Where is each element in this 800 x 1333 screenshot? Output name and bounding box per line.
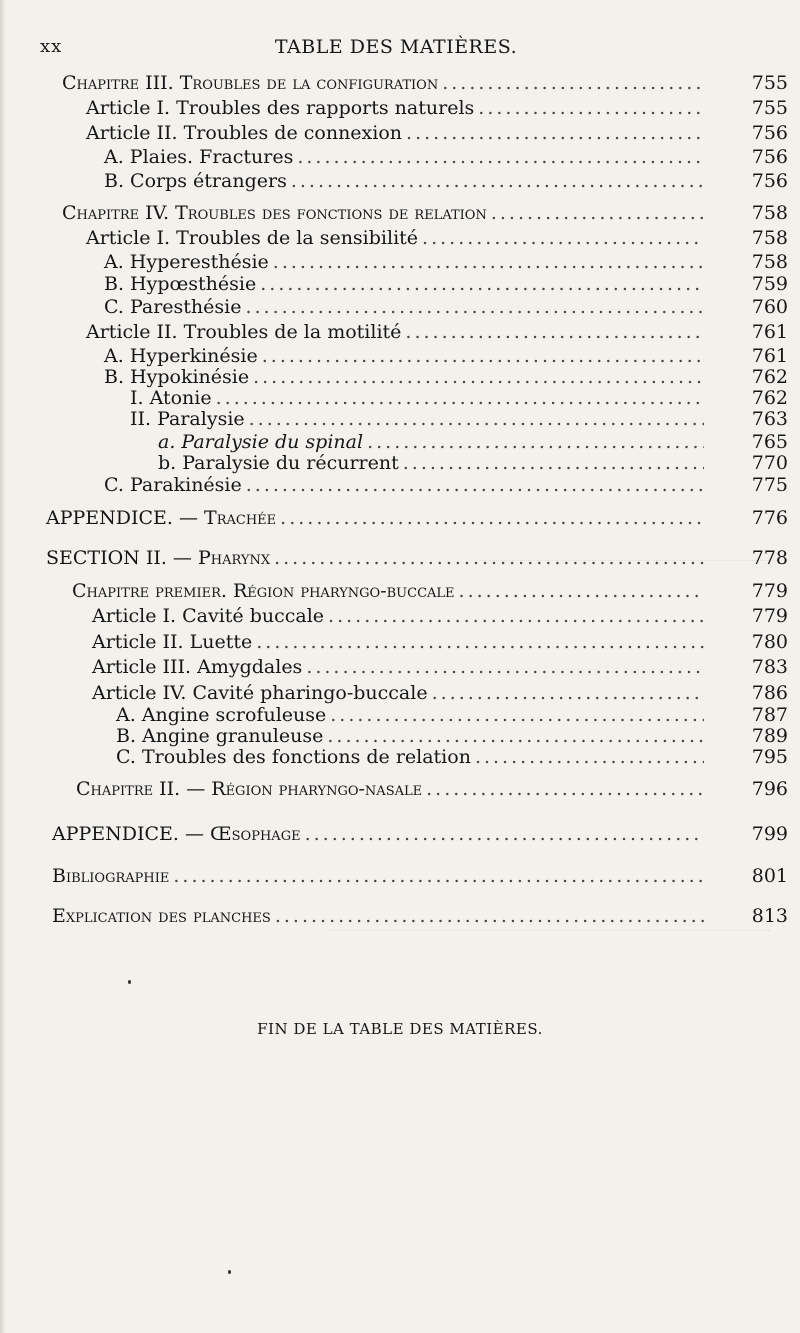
toc-label: Article IV. Cavité pharingo-buccale	[92, 682, 428, 704]
dot-leader	[459, 580, 704, 602]
toc-page-number: 765	[751, 431, 788, 453]
dot-leader	[432, 682, 704, 704]
dot-leader	[328, 605, 704, 627]
toc-label: A. Plaies. Fractures	[104, 146, 294, 168]
dot-leader	[297, 146, 704, 168]
toc-page-number: 813	[751, 905, 788, 927]
toc-entry-item[interactable]	[130, 408, 788, 430]
page-edge-shadow	[0, 0, 6, 1333]
toc-label: Chapitre III. Troubles de la configuration	[62, 72, 439, 94]
toc-page-number: 786	[751, 682, 788, 704]
toc-label: B. Angine granuleuse	[116, 725, 324, 747]
toc-label: Bibliographie	[52, 865, 170, 887]
dot-leader	[291, 170, 704, 192]
dot-leader	[305, 823, 704, 845]
toc-page-number: 789	[751, 725, 788, 747]
toc-entry-article[interactable]	[86, 321, 788, 343]
toc-entry-plates[interactable]	[52, 905, 788, 927]
toc-entry-subitem[interactable]	[158, 431, 788, 453]
toc-page-number: 775	[751, 474, 788, 496]
toc-page-number: 761	[751, 321, 788, 343]
toc-page-number: 779	[751, 605, 788, 627]
dot-leader	[256, 631, 704, 653]
toc-entry-article[interactable]	[92, 605, 788, 627]
dot-leader	[260, 273, 704, 295]
toc-page-number: 756	[751, 146, 788, 168]
toc-entry-article[interactable]	[92, 682, 788, 704]
dot-leader	[475, 746, 704, 768]
toc-label: Chapitre premier. Région pharyngo-buccale	[72, 580, 455, 602]
dot-leader	[274, 547, 704, 569]
bleed-through-block	[330, 930, 770, 932]
toc-label: SECTION II. — Pharynx	[46, 547, 271, 569]
toc-entry-article[interactable]	[86, 97, 788, 119]
running-title: TABLE DES MATIÈRES.	[274, 36, 518, 58]
toc-label: A. Angine scrofuleuse	[116, 704, 327, 726]
toc-page-number: 756	[751, 170, 788, 192]
toc-page-number: 779	[751, 580, 788, 602]
toc-page-number: 770	[751, 452, 788, 474]
end-of-table-notice: FIN DE LA TABLE DES MATIÈRES.	[257, 1020, 543, 1038]
dot-leader	[216, 387, 704, 409]
toc-page-number: 776	[751, 507, 788, 529]
toc-entry-subsection[interactable]	[104, 146, 788, 168]
dot-leader	[253, 366, 704, 388]
toc-label: a. Paralysie du spinal	[158, 431, 364, 453]
dot-leader	[367, 431, 704, 453]
toc-label: B. Corps étrangers	[104, 170, 287, 192]
toc-page-number: 755	[751, 97, 788, 119]
toc-entry-section[interactable]	[46, 547, 788, 569]
dot-leader	[245, 296, 704, 318]
toc-label: A. Hyperkinésie	[104, 345, 258, 367]
toc-entry-subitem[interactable]	[158, 452, 788, 474]
dot-leader	[275, 905, 704, 927]
toc-page-number: 780	[751, 631, 788, 653]
toc-entry-article[interactable]	[86, 227, 788, 249]
toc-entry-subsection[interactable]	[104, 474, 788, 496]
page-header	[40, 36, 752, 62]
toc-label: Explication des planches	[52, 905, 271, 927]
toc-page-number: 795	[751, 746, 788, 768]
dot-leader	[422, 227, 704, 249]
toc-label: Chapitre II. — Région pharyngo-nasale	[76, 778, 423, 800]
toc-entry-subsection[interactable]	[116, 704, 788, 726]
dot-leader	[478, 97, 704, 119]
toc-entry-subsection[interactable]	[104, 273, 788, 295]
toc-entry-article[interactable]	[92, 631, 788, 653]
toc-page-number: 778	[751, 547, 788, 569]
toc-label: C. Troubles des fonctions de relation	[116, 746, 471, 768]
toc-entry-subsection[interactable]	[116, 746, 788, 768]
toc-label: B. Hypœsthésie	[104, 273, 257, 295]
toc-entry-chapter[interactable]	[72, 580, 788, 602]
ink-speck	[228, 1270, 231, 1274]
toc-page-number: 759	[751, 273, 788, 295]
toc-label: Article II. Troubles de connexion	[86, 122, 403, 144]
toc-entry-chapter[interactable]	[62, 202, 788, 224]
dot-leader	[405, 321, 704, 343]
dot-leader	[442, 72, 704, 94]
toc-label: APPENDICE. — Œsophage	[52, 823, 301, 845]
toc-page-number: 758	[751, 202, 788, 224]
dot-leader	[491, 202, 704, 224]
dot-leader	[273, 251, 704, 273]
toc-entry-subsection[interactable]	[104, 251, 788, 273]
toc-page-number: 796	[751, 778, 788, 800]
toc-label: A. Hyperesthésie	[104, 251, 269, 273]
dot-leader	[246, 474, 704, 496]
dot-leader	[262, 345, 704, 367]
dot-leader	[327, 725, 704, 747]
dot-leader	[406, 122, 704, 144]
toc-label: II. Paralysie	[130, 408, 245, 430]
toc-label: C. Parakinésie	[104, 474, 242, 496]
toc-entry-appendix[interactable]	[52, 823, 788, 845]
dot-leader	[330, 704, 704, 726]
dot-leader	[173, 865, 704, 887]
toc-entry-subsection[interactable]	[104, 366, 788, 388]
toc-label: I. Atonie	[130, 387, 212, 409]
toc-label: B. Hypokinésie	[104, 366, 250, 388]
toc-page-number: 758	[751, 251, 788, 273]
toc-page-number: 762	[751, 366, 788, 388]
toc-label: Article I. Troubles des rapports naturels	[86, 97, 475, 119]
toc-label: Article I. Troubles de la sensibilité	[86, 227, 419, 249]
toc-label: C. Paresthésie	[104, 296, 242, 318]
toc-page-number: 801	[751, 865, 788, 887]
toc-label: Article II. Troubles de la motilité	[86, 321, 402, 343]
toc-label: Chapitre IV. Troubles des fonctions de relation	[62, 202, 487, 224]
toc-page-number: 799	[751, 823, 788, 845]
toc-entry-bibliography[interactable]	[52, 865, 788, 887]
toc-entry-article[interactable]	[86, 122, 788, 144]
toc-entry-item[interactable]	[130, 387, 788, 409]
toc-page-number: 787	[751, 704, 788, 726]
dot-leader	[403, 452, 704, 474]
toc-page-number: 755	[751, 72, 788, 94]
toc-entry-subsection[interactable]	[104, 345, 788, 367]
toc-page-number: 761	[751, 345, 788, 367]
toc-page-number: 760	[751, 296, 788, 318]
toc-label: APPENDICE. — Trachée	[46, 507, 277, 529]
toc-page-number: 762	[751, 387, 788, 409]
toc-entry-chapter[interactable]	[62, 72, 788, 94]
ink-speck	[128, 980, 131, 984]
toc-label: Article I. Cavité buccale	[92, 605, 325, 627]
toc-page-number: 758	[751, 227, 788, 249]
toc-page-number: 756	[751, 122, 788, 144]
dot-leader	[426, 778, 704, 800]
toc-entry-chapter[interactable]	[76, 778, 788, 800]
toc-page-number: 763	[751, 408, 788, 430]
toc-entry-subsection[interactable]	[116, 725, 788, 747]
dot-leader	[306, 656, 704, 678]
dot-leader	[249, 408, 704, 430]
toc-entry-appendix[interactable]	[46, 507, 788, 529]
toc-entry-subsection[interactable]	[104, 296, 788, 318]
page-number: xx	[40, 36, 63, 57]
toc-entry-subsection[interactable]	[104, 170, 788, 192]
dot-leader	[280, 507, 704, 529]
toc-entry-article[interactable]	[92, 656, 788, 678]
toc-label: Article II. Luette	[92, 631, 253, 653]
toc-page-number: 783	[751, 656, 788, 678]
toc-label: b. Paralysie du récurrent	[158, 452, 399, 474]
toc-label: Article III. Amygdales	[92, 656, 303, 678]
